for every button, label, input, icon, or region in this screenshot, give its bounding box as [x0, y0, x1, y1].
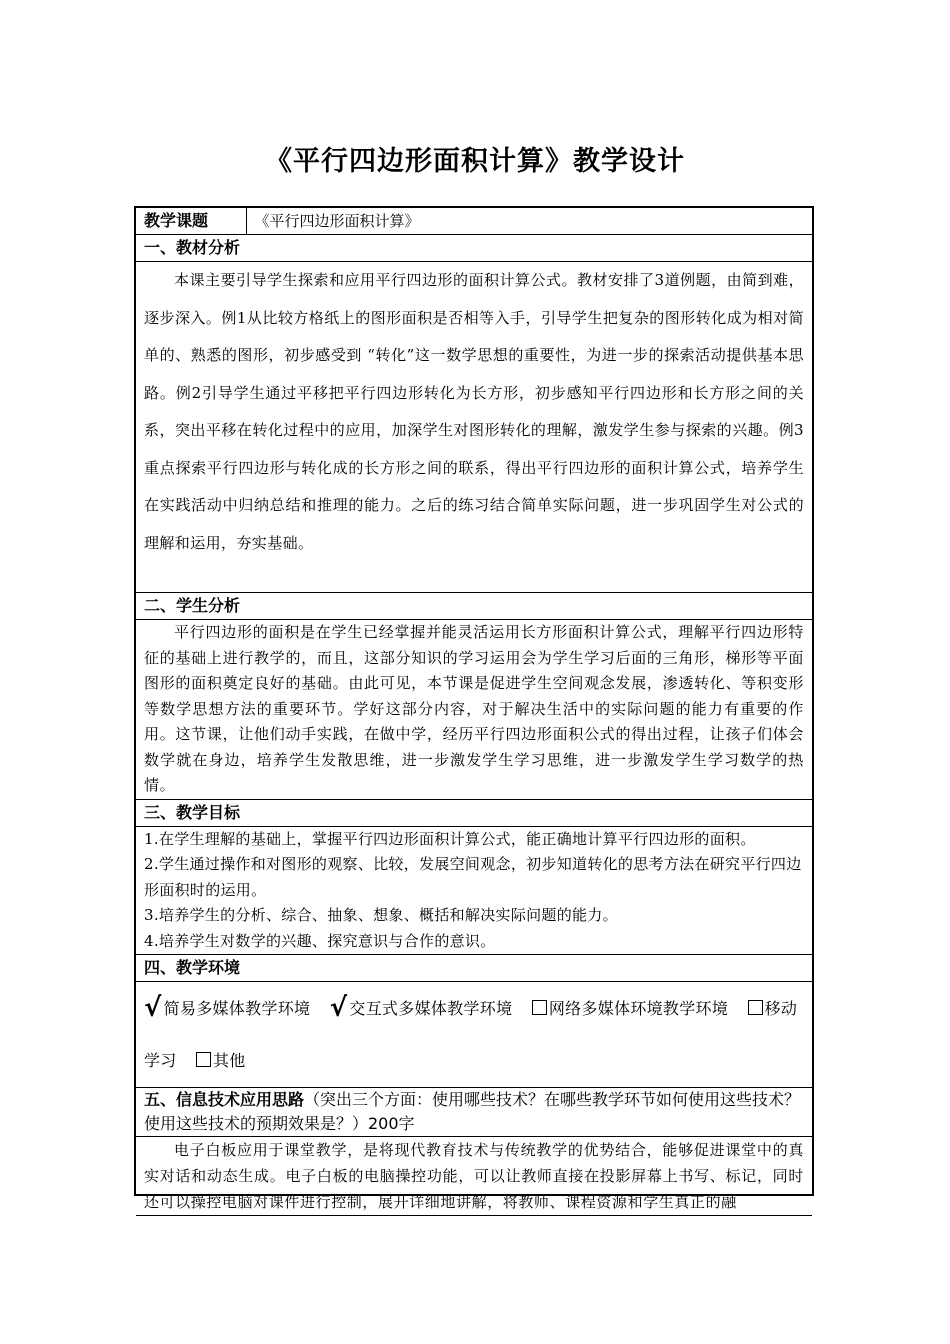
env-option-label: 其他 — [213, 1051, 246, 1070]
topic-row — [136, 208, 812, 235]
checkmark-icon: √ — [144, 993, 162, 1023]
section-2-body-row — [136, 620, 812, 800]
empty-checkbox-icon — [748, 1000, 763, 1015]
goal-item: 1.在学生理解的基础上，掌握平行四边形面积计算公式，能正确地计算平行四边形的面积。 — [144, 829, 756, 848]
section-2-text: 平行四边形的面积是在学生已经掌握并能灵活运用长方形面积计算公式，理解平行四边形特征的基础上进行教学的，而且，这部分知识的学习运用会为学生学习后面的三角形，梯形等平面图形的面积奠定良好的基础。由此可见，本节课是促进学生空间观念发展，渗透转化、等积变形等数学思想方法的重要环节。学好这部分内容，对于解决生活中的实际问题的能力有重要的作用。这节课，让他们动手实践，在做中学，经历平行四边形面积公式的得出过程，让孩子们体会数学就在身边，培养学生发散思维，进一步激发学生学习思维，进一步激发学生学习数学的热情。 — [136, 620, 812, 800]
section-3-heading: 三、教学目标 — [136, 799, 812, 826]
goal-item: 4.培养学生对数学的兴趣、探究意识与合作的意识。 — [144, 931, 496, 950]
section-5-body-row — [136, 1137, 812, 1216]
env-option-interactive-multimedia[interactable] — [329, 993, 513, 1023]
section-1-heading: 一、教材分析 — [136, 235, 812, 262]
goal-item: 2.学生通过操作和对图形的观察、比较，发展空间观念，初步知道转化的思考方法在研究平行四边形面积时的运用。 — [144, 855, 802, 899]
section-5-heading: 五、信息技术应用思路 — [144, 1090, 305, 1109]
env-option-label: 移动学习 — [144, 999, 798, 1070]
env-option-label: 交互式多媒体教学环境 — [349, 999, 513, 1018]
document-title: 《平行四边形面积计算》教学设计 — [265, 146, 685, 177]
goal-item: 3.培养学生的分析、综合、抽象、想象、概括和解决实际问题的能力。 — [144, 906, 618, 924]
section-4-body-row — [136, 982, 812, 1088]
section-5-heading-row — [136, 1088, 812, 1137]
section-2-heading: 二、学生分析 — [136, 593, 812, 620]
section-2-heading-row — [136, 593, 812, 620]
env-option-label: 简易多媒体教学环境 — [163, 999, 311, 1018]
env-option-other[interactable] — [196, 1051, 246, 1070]
goals-list — [136, 826, 812, 955]
lesson-plan-grid — [136, 208, 812, 1216]
environment-options — [136, 982, 812, 1088]
section-1-text: 本课主要引导学生探索和应用平行四边形的面积计算公式。教材安排了3道例题，由简到难，逐步深入。例1从比较方格纸上的图形面积是否相等入手，引导学生把复杂的图形转化成为相对简单的、熟悉的图形，初步感受到 “转化”这一数学思想的重要性，为进一步的探索活动提供基本思路。例2引导学生通过平移把平行四边形转化为长方形，初步感知平行四边形和长方形之间的关系，突出平移在转化过程中的应用，加深学生对图形转化的理解，激发学生参与探索的兴趣。例3重点探索平行四边形与转化成的长方形之间的联系，得出平行四边形的面积计算公式，培养学生在实践活动中归纳总结和推理的能力。之后的练习结合简单实际问题，进一步巩固学生对公式的理解和运用，夯实基础。 — [136, 262, 812, 593]
section-5-heading-cell — [136, 1088, 812, 1137]
lesson-plan-table — [134, 206, 814, 1211]
env-option-network-multimedia[interactable] — [532, 999, 728, 1018]
env-option-label: 网络多媒体环境教学环境 — [548, 999, 729, 1018]
empty-checkbox-icon — [532, 1000, 547, 1015]
section-1-heading-row — [136, 235, 812, 262]
empty-checkbox-icon — [196, 1052, 211, 1067]
section-4-heading-row — [136, 955, 812, 982]
env-option-simple-multimedia[interactable] — [144, 993, 311, 1023]
section-1-body-row — [136, 262, 812, 593]
section-3-body-row — [136, 826, 812, 955]
section-5-text: 电子白板应用于课堂教学，是将现代教育技术与传统教学的优势结合，能够促进课堂中的真实对话和动态生成。电子白板的电脑操控功能，可以让教师直接在投影屏幕上书写、标记，同时还可以操控电脑对课件进行控制，展开详细地讲解，将教师、课程资源和学生真正的融 — [136, 1137, 812, 1216]
topic-value: 《平行四边形面积计算》 — [246, 208, 812, 235]
section-3-heading-row — [136, 799, 812, 826]
section-4-heading: 四、教学环境 — [136, 955, 812, 982]
section-5-note: （突出三个方面：使用哪些技术？在哪些教学环节如何使用这些技术？使用这些技术的预期效果是？）200字 — [144, 1090, 801, 1133]
topic-label: 教学课题 — [136, 208, 246, 235]
checkmark-icon: √ — [329, 993, 348, 1023]
